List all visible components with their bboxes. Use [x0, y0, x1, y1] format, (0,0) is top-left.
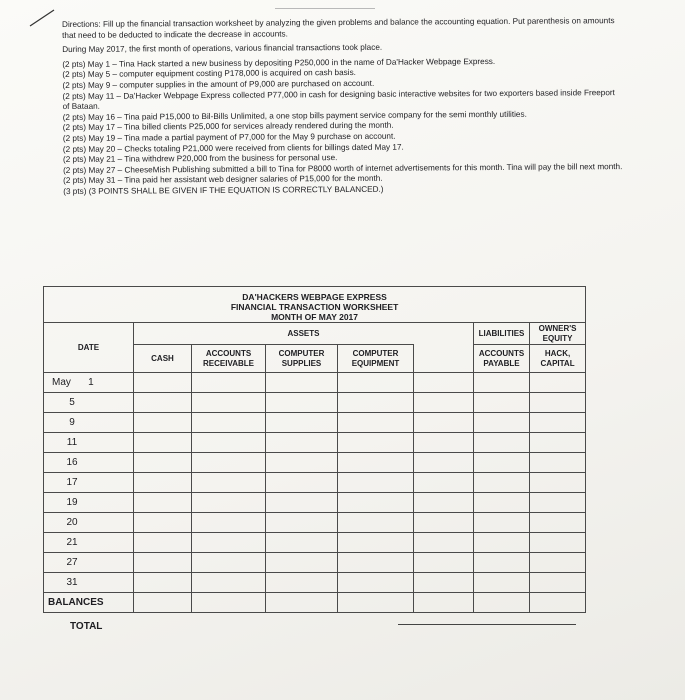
entry-cell[interactable]	[134, 473, 192, 493]
cell[interactable]	[474, 593, 530, 613]
entry-cell[interactable]	[266, 433, 338, 453]
date-header: DATE	[44, 323, 134, 373]
table-row	[44, 373, 586, 393]
entry-cell[interactable]	[134, 493, 192, 513]
problem-item: (2 pts) May 20 – Checks totaling P21,000 were received from clients for billings dated May 17.	[62, 142, 404, 154]
day-number: 16	[66, 457, 78, 468]
problem-item: (2 pts) May 17 – Tina billed clients P25,000 for services already rendered during the month.	[62, 121, 394, 133]
entry-cell[interactable]	[414, 453, 474, 473]
entry-cell[interactable]	[266, 513, 338, 533]
table-row	[44, 473, 586, 493]
entry-cell[interactable]	[134, 573, 192, 593]
hack-capital-header: HACK, CAPITAL	[530, 345, 586, 373]
entry-cell[interactable]	[530, 453, 586, 473]
entry-cell[interactable]	[530, 533, 586, 553]
date-cell	[44, 533, 134, 553]
directions-text: Directions: Fill up the financial transaction worksheet by analyzing the given problems and balance the accounting equation. Put parenthesis on amounts that need to be deducted to indicate the decrease in accounts.	[62, 16, 615, 40]
problem-item: (2 pts) May 21 – Tina withdrew P20,000 from the business for personal use.	[62, 153, 338, 165]
problem-item: (2 pts) May 16 – Tina paid P15,000 to Bil-Bills Unlimited, a one stop bills payment service company for the semi monthly utilities.	[62, 109, 527, 122]
month-label: May	[52, 377, 71, 388]
cell[interactable]	[192, 593, 266, 613]
entry-cell[interactable]	[192, 393, 266, 413]
entry-cell[interactable]	[530, 393, 586, 413]
date-cell	[44, 393, 134, 413]
entry-cell[interactable]	[414, 553, 474, 573]
entry-cell[interactable]	[530, 473, 586, 493]
table-row	[44, 513, 586, 533]
entry-cell[interactable]	[474, 393, 530, 413]
entry-cell[interactable]	[414, 513, 474, 533]
entry-cell[interactable]	[134, 433, 192, 453]
entry-cell[interactable]	[338, 513, 414, 533]
table-row	[44, 553, 586, 573]
entry-cell[interactable]	[338, 473, 414, 493]
table-row	[44, 413, 586, 433]
entry-cell[interactable]	[134, 373, 192, 393]
date-cell	[44, 473, 134, 493]
entry-cell[interactable]	[266, 453, 338, 473]
entry-cell[interactable]	[414, 533, 474, 553]
table-row	[44, 453, 586, 473]
day-number: 31	[66, 577, 78, 588]
entry-cell[interactable]	[338, 553, 414, 573]
entry-cell[interactable]	[414, 413, 474, 433]
problem-item: (2 pts) May 1 – Tina Hack started a new business by depositing P250,000 in the name of Da'Hacker Webpage Express.	[62, 56, 496, 69]
entry-cell[interactable]	[474, 533, 530, 553]
day-number: 9	[69, 417, 75, 428]
instructions	[62, 16, 623, 197]
balances-label: BALANCES	[44, 593, 134, 613]
entry-cell[interactable]	[192, 493, 266, 513]
entry-cell[interactable]	[414, 493, 474, 513]
entry-cell[interactable]	[266, 493, 338, 513]
date-cell	[44, 413, 134, 433]
entry-cell[interactable]	[338, 433, 414, 453]
day-number: 5	[69, 397, 75, 408]
entry-cell[interactable]	[192, 413, 266, 433]
problem-item: (3 pts) (3 POINTS SHALL BE GIVEN IF THE EQUATION IS CORRECTLY BALANCED.)	[63, 184, 384, 196]
entry-cell[interactable]	[414, 573, 474, 593]
entry-cell[interactable]	[530, 573, 586, 593]
entry-cell[interactable]	[474, 373, 530, 393]
problem-item: (2 pts) May 31 – Tina paid her assistant web designer salaries of P15,000 for the month.	[63, 174, 383, 186]
entry-cell[interactable]	[266, 473, 338, 493]
cell[interactable]	[414, 593, 474, 613]
entry-cell[interactable]	[134, 553, 192, 573]
entry-cell[interactable]	[192, 473, 266, 493]
entry-cell[interactable]	[192, 373, 266, 393]
cell[interactable]	[338, 593, 414, 613]
entry-cell[interactable]	[134, 413, 192, 433]
total-label: TOTAL	[70, 621, 103, 632]
entry-cell[interactable]	[266, 553, 338, 573]
entry-cell[interactable]	[530, 373, 586, 393]
problem-list	[62, 56, 623, 198]
day-number: 11	[66, 437, 78, 448]
computer-equipment-header: COMPUTER EQUIPMENT	[338, 345, 414, 373]
day-number: 19	[66, 497, 78, 508]
problem-item: (2 pts) May 11 – Da'Hacker Webpage Express collected P77,000 in cash for designing basic interactive websites for two exporters based inside Freeport of Bataan.	[62, 87, 615, 112]
entry-cell[interactable]	[414, 373, 474, 393]
problem-item: (2 pts) May 19 – Tina made a partial payment of P7,000 for the May 9 purchase on account.	[62, 131, 396, 143]
entry-cell[interactable]	[530, 513, 586, 533]
entry-cell[interactable]	[192, 573, 266, 593]
entry-cell[interactable]	[338, 533, 414, 553]
entry-cell[interactable]	[134, 533, 192, 553]
entry-cell[interactable]	[474, 573, 530, 593]
date-cell	[44, 553, 134, 573]
entry-cell[interactable]	[530, 493, 586, 513]
entry-cell[interactable]	[192, 453, 266, 473]
table-row	[44, 393, 586, 413]
company-name: DA'HACKERS WEBPAGE EXPRESS	[242, 292, 387, 302]
entry-cell[interactable]	[192, 433, 266, 453]
date-cell	[44, 433, 134, 453]
day-number: 17	[66, 477, 78, 488]
entry-cell[interactable]	[338, 493, 414, 513]
date-cell	[44, 493, 134, 513]
date-cell	[44, 573, 134, 593]
worksheet-month: MONTH OF MAY 2017	[271, 312, 359, 322]
table-row	[44, 493, 586, 513]
entry-cell[interactable]	[530, 553, 586, 573]
table-row	[44, 573, 586, 593]
entry-cell[interactable]	[338, 373, 414, 393]
assets-header: ASSETS	[134, 323, 474, 345]
entry-cell[interactable]	[414, 473, 474, 493]
entry-cell[interactable]	[192, 553, 266, 573]
liabilities-header: LIABILITIES	[474, 323, 530, 345]
day-number: 20	[66, 517, 78, 528]
computer-supplies-header: COMPUTER SUPPLIES	[266, 345, 338, 373]
top-line	[275, 8, 375, 9]
entry-cell[interactable]	[474, 453, 530, 473]
entry-cell[interactable]	[530, 433, 586, 453]
entry-cell[interactable]	[266, 573, 338, 593]
total-line	[398, 624, 576, 625]
problem-item: (2 pts) May 27 – CheeseMish Publishing submitted a bill to Tina for P8000 worth of internet advertisements for this month. Tina will pay the bill next month.	[63, 161, 623, 175]
cell[interactable]	[266, 593, 338, 613]
entry-cell[interactable]	[192, 533, 266, 553]
entry-cell[interactable]	[338, 453, 414, 473]
worksheet-title: FINANCIAL TRANSACTION WORKSHEET	[230, 302, 399, 312]
day-number: 21	[66, 537, 78, 548]
entry-cell[interactable]	[134, 453, 192, 473]
problem-item: (2 pts) May 9 – computer supplies in the amount of P9,000 are purchased on account.	[62, 78, 375, 90]
entry-cell[interactable]	[474, 433, 530, 453]
cell[interactable]	[134, 593, 192, 613]
entry-cell[interactable]	[134, 393, 192, 413]
entry-cell[interactable]	[414, 433, 474, 453]
accounts-receivable-header: ACCOUNTS RECEIVABLE	[192, 345, 266, 373]
owners-equity-header: OWNER'S EQUITY	[530, 323, 586, 345]
intro-text: During May 2017, the first month of operations, various financial transactions took place.	[62, 42, 383, 55]
entry-cell[interactable]	[338, 393, 414, 413]
pen-mark	[28, 8, 56, 28]
table-row	[44, 433, 586, 453]
entry-cell[interactable]	[266, 413, 338, 433]
entry-cell[interactable]	[474, 413, 530, 433]
table-row	[44, 533, 586, 553]
entry-cell[interactable]	[474, 553, 530, 573]
entry-cell[interactable]	[474, 473, 530, 493]
entry-cell[interactable]	[266, 373, 338, 393]
entry-cell[interactable]	[338, 413, 414, 433]
entry-cell[interactable]	[474, 493, 530, 513]
entry-cell[interactable]	[414, 393, 474, 413]
date-cell	[44, 453, 134, 473]
transaction-worksheet	[43, 286, 585, 613]
cash-header: CASH	[134, 345, 192, 373]
entry-cell[interactable]	[474, 513, 530, 533]
entry-cell[interactable]	[192, 513, 266, 533]
day-number: 1	[88, 377, 94, 388]
date-cell	[44, 373, 134, 393]
entry-cell[interactable]	[266, 393, 338, 413]
entry-cell[interactable]	[530, 413, 586, 433]
day-number: 27	[66, 557, 78, 568]
cell[interactable]	[530, 593, 586, 613]
entry-cell[interactable]	[338, 573, 414, 593]
entry-cell[interactable]	[266, 533, 338, 553]
problem-item: (2 pts) May 5 – computer equipment costing P178,000 is acquired on cash basis.	[62, 68, 356, 80]
entry-cell[interactable]	[134, 513, 192, 533]
accounts-payable-header: ACCOUNTS PAYABLE	[474, 345, 530, 373]
date-cell	[44, 513, 134, 533]
